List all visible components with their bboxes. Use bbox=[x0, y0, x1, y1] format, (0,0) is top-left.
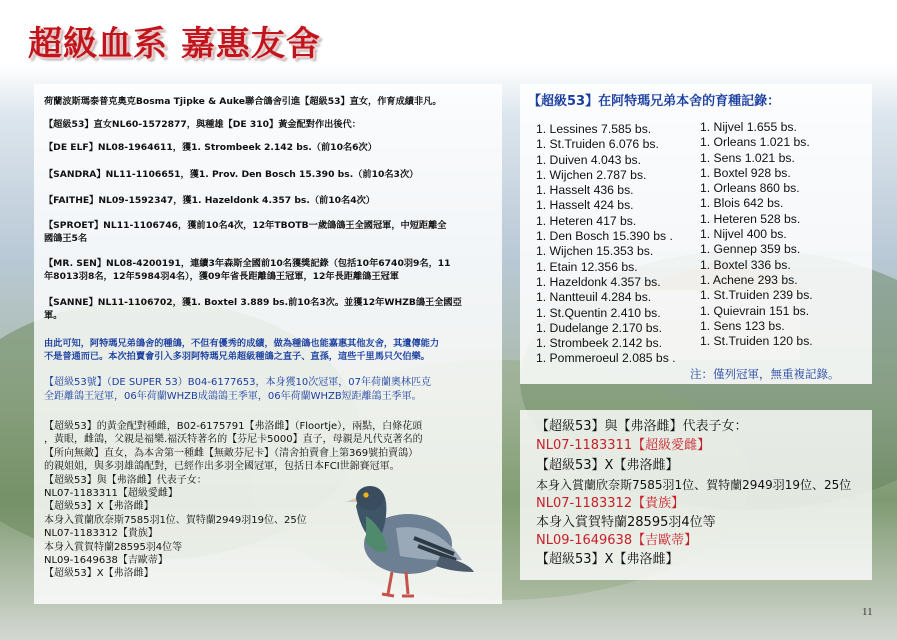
paragraph-de-elf: 【DE ELF】NL08-1964611，獲1. Strombeek 2.142 bs.（前10名6次） bbox=[44, 142, 377, 153]
text-line: 【SPROET】NL11-1106746，獲前10名4次，12年TBOTB一歲鴿鴿王全國冠軍，中短距離全 bbox=[44, 220, 447, 231]
record-item: 1. Hasselt 436 bs. bbox=[536, 183, 634, 198]
record-item: 1. Nantteuil 4.284 bs. bbox=[536, 290, 652, 305]
pigeon-image bbox=[336, 476, 476, 606]
offspring-ring-2: NL07-1183312【貴族】 bbox=[536, 496, 685, 511]
text-line: NL09-1649638【吉歐蒂】 bbox=[44, 555, 168, 567]
offspring-parents-3: 【超級53】X【弗洛雌】 bbox=[536, 552, 679, 567]
record-item: 1. Wijchen 15.353 bs. bbox=[536, 244, 654, 259]
records-column-1 bbox=[536, 122, 676, 367]
intro-text: 荷蘭波斯瑪泰普克奧克Bosma Tjipke & Auke聯合鴿舍引進【超級53】直女，作育成績非凡。 bbox=[44, 96, 442, 107]
records-column-2 bbox=[700, 120, 813, 349]
text-line: 【超級53】與【弗洛雌】代表子女： bbox=[44, 474, 207, 486]
record-item: 1. Sens 1.021 bs. bbox=[700, 150, 795, 165]
text-line: 全距離鴿王冠軍，06年荷蘭WHZB成鴿鴿王季軍，06年荷蘭WHZB短距離鴿王季軍。 bbox=[44, 391, 422, 402]
text-line: 【所向無敵】直女，為本舍第一種雌【無敵芬尼卡】（清舍拍賣會上第369號拍賣鴿） bbox=[44, 447, 419, 459]
text-line: 【超級53】的黃金配對種雌，B02-6175791【弗洛雌】（Floortje），兩點，白條花頭 bbox=[44, 421, 423, 432]
record-item: 1. Orleans 860 bs. bbox=[700, 181, 800, 196]
records-heading: 【超級53】在阿特瑪兄弟本舍的育種記錄： bbox=[528, 94, 781, 109]
paragraph-sproet bbox=[44, 219, 500, 245]
text-line: 【SANNE】NL11-1106702，獲1. Boxtel 3.889 bs.前10名3次。並獲12年WHZB鴿王全國亞 bbox=[44, 297, 462, 308]
record-item: 1. Duiven 4.043 bs. bbox=[536, 152, 642, 167]
record-item: 1. Strombeek 2.142 bs. bbox=[536, 336, 663, 351]
offspring-ring-3: NL09-1649638【吉歐蒂】 bbox=[536, 533, 698, 548]
record-item: 1. Boxtel 928 bs. bbox=[700, 165, 791, 180]
text-line: 國鴿王5名 bbox=[44, 233, 88, 244]
record-item: 1. Achene 293 bs. bbox=[700, 272, 798, 287]
record-item: 1. Boxtel 336 bs. bbox=[700, 257, 791, 272]
page-title: 超級血系 嘉惠友舍 bbox=[28, 24, 321, 64]
record-item: 1. Etain 12.356 bs. bbox=[536, 259, 638, 274]
record-item: 1. Wijchen 2.787 bs. bbox=[536, 167, 647, 182]
text-line: 【超級53】X【弗洛雌】 bbox=[44, 568, 154, 580]
record-item: 1. Den Bosch 15.390 bs . bbox=[536, 229, 673, 244]
records-note: 注：僅列冠軍，無重複記錄。 bbox=[690, 367, 840, 381]
offspring-result-1: 本身入賞蘭欣奈斯7585羽1位、賀特蘭2949羽19位、25位 bbox=[536, 478, 852, 492]
paragraph-faithe: 【FAITHE】NL09-1592347，獲1. Hazeldonk 4.357 bs.（前10名4次） bbox=[44, 195, 375, 206]
record-item: 1. St.Truiden 239 bs. bbox=[700, 288, 813, 303]
record-item: 1. Dudelange 2.170 bs. bbox=[536, 320, 663, 335]
record-item: 1. Gennep 359 bs. bbox=[700, 242, 801, 257]
offspring-ring-1: NL07-1183311【超級愛雌】 bbox=[536, 438, 711, 453]
record-item: 1. Orleans 1.021 bs. bbox=[700, 135, 810, 150]
text-line: NL07-1183312【貴族】 bbox=[44, 528, 158, 540]
record-item: 1. Nijvel 400 bs. bbox=[700, 227, 787, 242]
text-line: 本身入賞蘭欣奈斯7585羽1位、賀特蘭2949羽19位、25位 bbox=[44, 514, 307, 526]
record-item: 1. Heteren 417 bs. bbox=[536, 213, 637, 228]
text-line: NL07-1183311【超級愛雌】 bbox=[44, 488, 178, 500]
text-line: 【超級53號】（DE SUPER 53）B04-6177653，本身獲10次冠軍，07年荷蘭奧林匹克 bbox=[44, 377, 431, 388]
offspring-heading: 【超級53】與【弗洛雌】代表子女： bbox=[536, 419, 748, 434]
record-item: 1. Pommeroeul 2.085 bs . bbox=[536, 351, 676, 366]
record-item: 1. St.Truiden 6.076 bs. bbox=[536, 137, 659, 152]
text-line: 的親姐姐，與多羽雄鴿配對，已經作出多羽全國冠軍，包括日本FCI世錦賽冠軍。 bbox=[44, 461, 400, 473]
text-line: 由此可知，阿特瑪兄弟鴿舍的種鴿，不但有優秀的成績，做為種鴿也能嘉惠其他友舍，其遺傳能力 bbox=[44, 338, 440, 349]
text-line: ，黃眼，雌鴿，父親是福樂.福沃特著名的【芬尼卡5000】直子，母親是凡代克著名的 bbox=[44, 434, 423, 446]
record-item: 1. St.Quentin 2.410 bs. bbox=[536, 305, 661, 320]
record-item: 1. Quievrain 151 bs. bbox=[700, 303, 810, 318]
paragraph-super53 bbox=[44, 376, 500, 404]
paragraph-mr-sen bbox=[44, 257, 500, 283]
record-item: 1. Sens 123 bs. bbox=[700, 318, 785, 333]
text-line: 【超級53】X【弗洛雌】 bbox=[44, 501, 154, 513]
offspring-result-2: 本身入賞賀特蘭28595羽4位等 bbox=[536, 515, 716, 530]
paragraph-sanne bbox=[44, 296, 500, 322]
record-item: 1. Hazeldonk 4.357 bs. bbox=[536, 274, 661, 289]
record-item: 1. Blois 642 bs. bbox=[700, 196, 784, 211]
text-line: 年8013羽8名，12年5984羽4名），獲09年省長距離鴿王冠軍，12年長距離鴿王冠軍 bbox=[44, 271, 399, 282]
paragraph-sandra: 【SANDRA】NL11-1106651，獲1. Prov. Den Bosch 15.390 bs.（前10名3次） bbox=[44, 169, 419, 180]
text-line: 軍。 bbox=[44, 310, 63, 321]
text-line: 本身入賞賀特蘭28595羽4位等 bbox=[44, 541, 183, 553]
paragraph-summary bbox=[44, 337, 500, 363]
text-line: 不是普通而已。本次拍賣會引入多羽阿特瑪兄弟超級種鴿之直子、直孫，這些千里馬只欠伯樂。 bbox=[44, 351, 430, 362]
record-item: 1. Nijvel 1.655 bs. bbox=[700, 120, 797, 134]
paragraph-pairing: 【超級53】直女NL60-1572877，與種雄【DE 310】黃金配對作出後代： bbox=[44, 119, 361, 130]
record-item: 1. Heteren 528 bs. bbox=[700, 211, 801, 226]
record-item: 1. Lessines 7.585 bs. bbox=[536, 122, 652, 136]
text-line: 【MR. SEN】NL08-4200191，連續3年森斯全國前10名獲獎記錄（包括10年6740羽9名，11 bbox=[44, 258, 451, 269]
record-item: 1. St.Truiden 120 bs. bbox=[700, 334, 813, 349]
offspring-parents-1: 【超級53】X【弗洛雌】 bbox=[536, 458, 679, 473]
page-number: 11 bbox=[862, 606, 873, 618]
record-item: 1. Hasselt 424 bs. bbox=[536, 198, 634, 213]
